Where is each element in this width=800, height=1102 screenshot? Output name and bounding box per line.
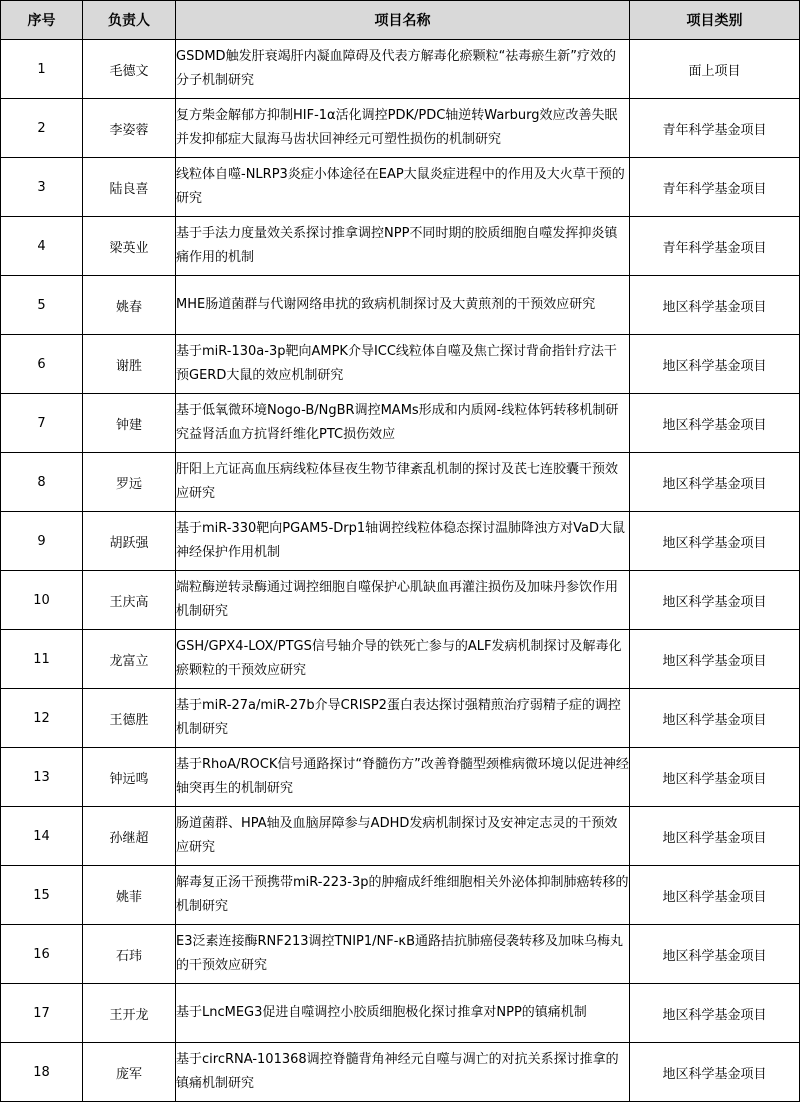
row-category: 青年科学基金项目 [630, 158, 800, 217]
header-project-name: 项目名称 [176, 1, 630, 40]
row-leader: 王开龙 [83, 984, 176, 1043]
row-category: 地区科学基金项目 [630, 630, 800, 689]
table-row [1, 158, 800, 217]
row-project-name [176, 40, 630, 99]
table-row [1, 630, 800, 689]
table-row [1, 689, 800, 748]
row-project-name [176, 571, 630, 630]
header-leader: 负责人 [83, 1, 176, 40]
table-row [1, 925, 800, 984]
row-category: 地区科学基金项目 [630, 925, 800, 984]
row-category: 地区科学基金项目 [630, 335, 800, 394]
row-project-name [176, 748, 630, 807]
row-leader: 钟远鸣 [83, 748, 176, 807]
row-project-name [176, 217, 630, 276]
row-leader: 龙富立 [83, 630, 176, 689]
row-project-name [176, 335, 630, 394]
row-index: 17 [1, 984, 83, 1043]
table-row [1, 748, 800, 807]
row-project-name [176, 984, 630, 1043]
project-name-text: 基于miR-130a-3p靶向AMPK介导ICC线粒体自噬及焦亡探讨背俞指针疗法干预GERD大鼠的效应机制研究 [176, 344, 617, 383]
row-leader: 王德胜 [83, 689, 176, 748]
project-name-text: 基于RhoA/ROCK信号通路探讨“脊髓伤方”改善脊髓型颈椎病微环境以促进神经轴突再生的机制研究 [176, 757, 629, 796]
row-project-name [176, 689, 630, 748]
row-leader: 谢胜 [83, 335, 176, 394]
project-name-text: 基于低氧微环境Nogo-B/NgBR调控MAMs形成和内质网-线粒体钙转移机制研究益肾活血方抗肾纤维化PTC损伤效应 [176, 403, 619, 442]
row-index: 1 [1, 40, 83, 99]
row-index: 13 [1, 748, 83, 807]
project-name-text: 复方柴金解郁方抑制HIF-1α活化调控PDK/PDC轴逆转Warburg效应改善失眠并发抑郁症大鼠海马齿状回神经元可塑性损伤的机制研究 [176, 108, 618, 147]
table-row [1, 217, 800, 276]
row-category: 地区科学基金项目 [630, 984, 800, 1043]
header-row [1, 1, 800, 40]
row-category: 地区科学基金项目 [630, 866, 800, 925]
row-leader: 陆良喜 [83, 158, 176, 217]
row-leader: 庞军 [83, 1043, 176, 1102]
row-index: 4 [1, 217, 83, 276]
project-name-text: 基于手法力度量效关系探讨推拿调控NPP不同时期的胶质细胞自噬发挥抑炎镇痛作用的机制 [176, 226, 618, 265]
row-project-name [176, 276, 630, 335]
table-row [1, 453, 800, 512]
row-project-name [176, 866, 630, 925]
row-index: 10 [1, 571, 83, 630]
row-category: 地区科学基金项目 [630, 1043, 800, 1102]
table-row [1, 807, 800, 866]
project-name-text: 线粒体自噬-NLRP3炎症小体途径在EAP大鼠炎症进程中的作用及大火草干预的研究 [176, 167, 625, 206]
row-index: 16 [1, 925, 83, 984]
table-row [1, 512, 800, 571]
row-index: 9 [1, 512, 83, 571]
project-name-text: MHE肠道菌群与代谢网络串扰的致病机制探讨及大黄煎剂的干预效应研究 [176, 297, 596, 312]
row-category: 青年科学基金项目 [630, 99, 800, 158]
row-project-name [176, 99, 630, 158]
header-index: 序号 [1, 1, 83, 40]
project-name-text: 基于circRNA-101368调控脊髓背角神经元自噬与凋亡的对抗关系探讨推拿的镇痛机制研究 [176, 1052, 619, 1091]
project-name-text: 解毒复正汤干预携带miR-223-3p的肿瘤成纤维细胞相关外泌体抑制肺癌转移的机制研究 [176, 875, 629, 914]
row-index: 7 [1, 394, 83, 453]
row-leader: 钟建 [83, 394, 176, 453]
project-name-text: 基于miR-330靶向PGAM5-Drp1轴调控线粒体稳态探讨温肺降浊方对VaD大鼠神经保护作用机制 [176, 521, 626, 560]
row-project-name [176, 512, 630, 571]
project-name-text: E3泛素连接酶RNF213调控TNIP1/NF-κB通路拮抗肺癌侵袭转移及加味乌梅丸的干预效应研究 [176, 934, 623, 973]
row-index: 5 [1, 276, 83, 335]
row-category: 青年科学基金项目 [630, 217, 800, 276]
row-leader: 姚春 [83, 276, 176, 335]
row-leader: 孙继超 [83, 807, 176, 866]
project-name-text: 基于LncMEG3促进自噬调控小胶质细胞极化探讨推拿对NPP的镇痛机制 [176, 1005, 587, 1020]
header-category: 项目类别 [630, 1, 800, 40]
row-category: 地区科学基金项目 [630, 394, 800, 453]
row-leader: 李姿蓉 [83, 99, 176, 158]
row-index: 6 [1, 335, 83, 394]
row-index: 15 [1, 866, 83, 925]
row-leader: 石玮 [83, 925, 176, 984]
row-project-name [176, 1043, 630, 1102]
project-name-text: 基于miR-27a/miR-27b介导CRISP2蛋白表达探讨强精煎治疗弱精子症的调控机制研究 [176, 698, 621, 737]
row-category: 地区科学基金项目 [630, 512, 800, 571]
row-category: 地区科学基金项目 [630, 748, 800, 807]
table-row [1, 571, 800, 630]
row-category: 地区科学基金项目 [630, 276, 800, 335]
row-index: 8 [1, 453, 83, 512]
row-index: 14 [1, 807, 83, 866]
table-row [1, 40, 800, 99]
row-category: 地区科学基金项目 [630, 453, 800, 512]
row-project-name [176, 925, 630, 984]
table-body [1, 40, 800, 1102]
table-row [1, 276, 800, 335]
row-index: 3 [1, 158, 83, 217]
row-category: 地区科学基金项目 [630, 807, 800, 866]
row-index: 2 [1, 99, 83, 158]
table-row [1, 335, 800, 394]
row-leader: 罗远 [83, 453, 176, 512]
row-index: 11 [1, 630, 83, 689]
row-project-name [176, 453, 630, 512]
project-name-text: GSDMD触发肝衰竭肝内凝血障碍及代表方解毒化瘀颗粒“祛毒瘀生新”疗效的分子机制研究 [176, 49, 617, 88]
row-project-name [176, 158, 630, 217]
row-category: 地区科学基金项目 [630, 689, 800, 748]
row-leader: 姚菲 [83, 866, 176, 925]
table-row [1, 394, 800, 453]
project-name-text: 肝阳上亢证高血压病线粒体昼夜生物节律紊乱机制的探讨及芪七连胶囊干预效应研究 [176, 462, 619, 501]
table-row [1, 866, 800, 925]
row-project-name [176, 394, 630, 453]
row-category: 面上项目 [630, 40, 800, 99]
row-leader: 毛德文 [83, 40, 176, 99]
row-index: 18 [1, 1043, 83, 1102]
row-project-name [176, 630, 630, 689]
row-project-name [176, 807, 630, 866]
table-row [1, 984, 800, 1043]
project-name-text: 端粒酶逆转录酶通过调控细胞自噬保护心肌缺血再灌注损伤及加味丹参饮作用机制研究 [176, 580, 619, 619]
project-name-text: GSH/GPX4-LOX/PTGS信号轴介导的铁死亡参与的ALF发病机制探讨及解毒化瘀颗粒的干预效应研究 [176, 639, 622, 678]
row-leader: 梁英业 [83, 217, 176, 276]
row-leader: 胡跃强 [83, 512, 176, 571]
row-index: 12 [1, 689, 83, 748]
project-name-text: 肠道菌群、HPA轴及血脑屏障参与ADHD发病机制探讨及安神定志灵的干预效应研究 [176, 816, 618, 855]
table-row [1, 1043, 800, 1102]
table-header [1, 1, 800, 40]
row-category: 地区科学基金项目 [630, 571, 800, 630]
table-row [1, 99, 800, 158]
row-leader: 王庆高 [83, 571, 176, 630]
